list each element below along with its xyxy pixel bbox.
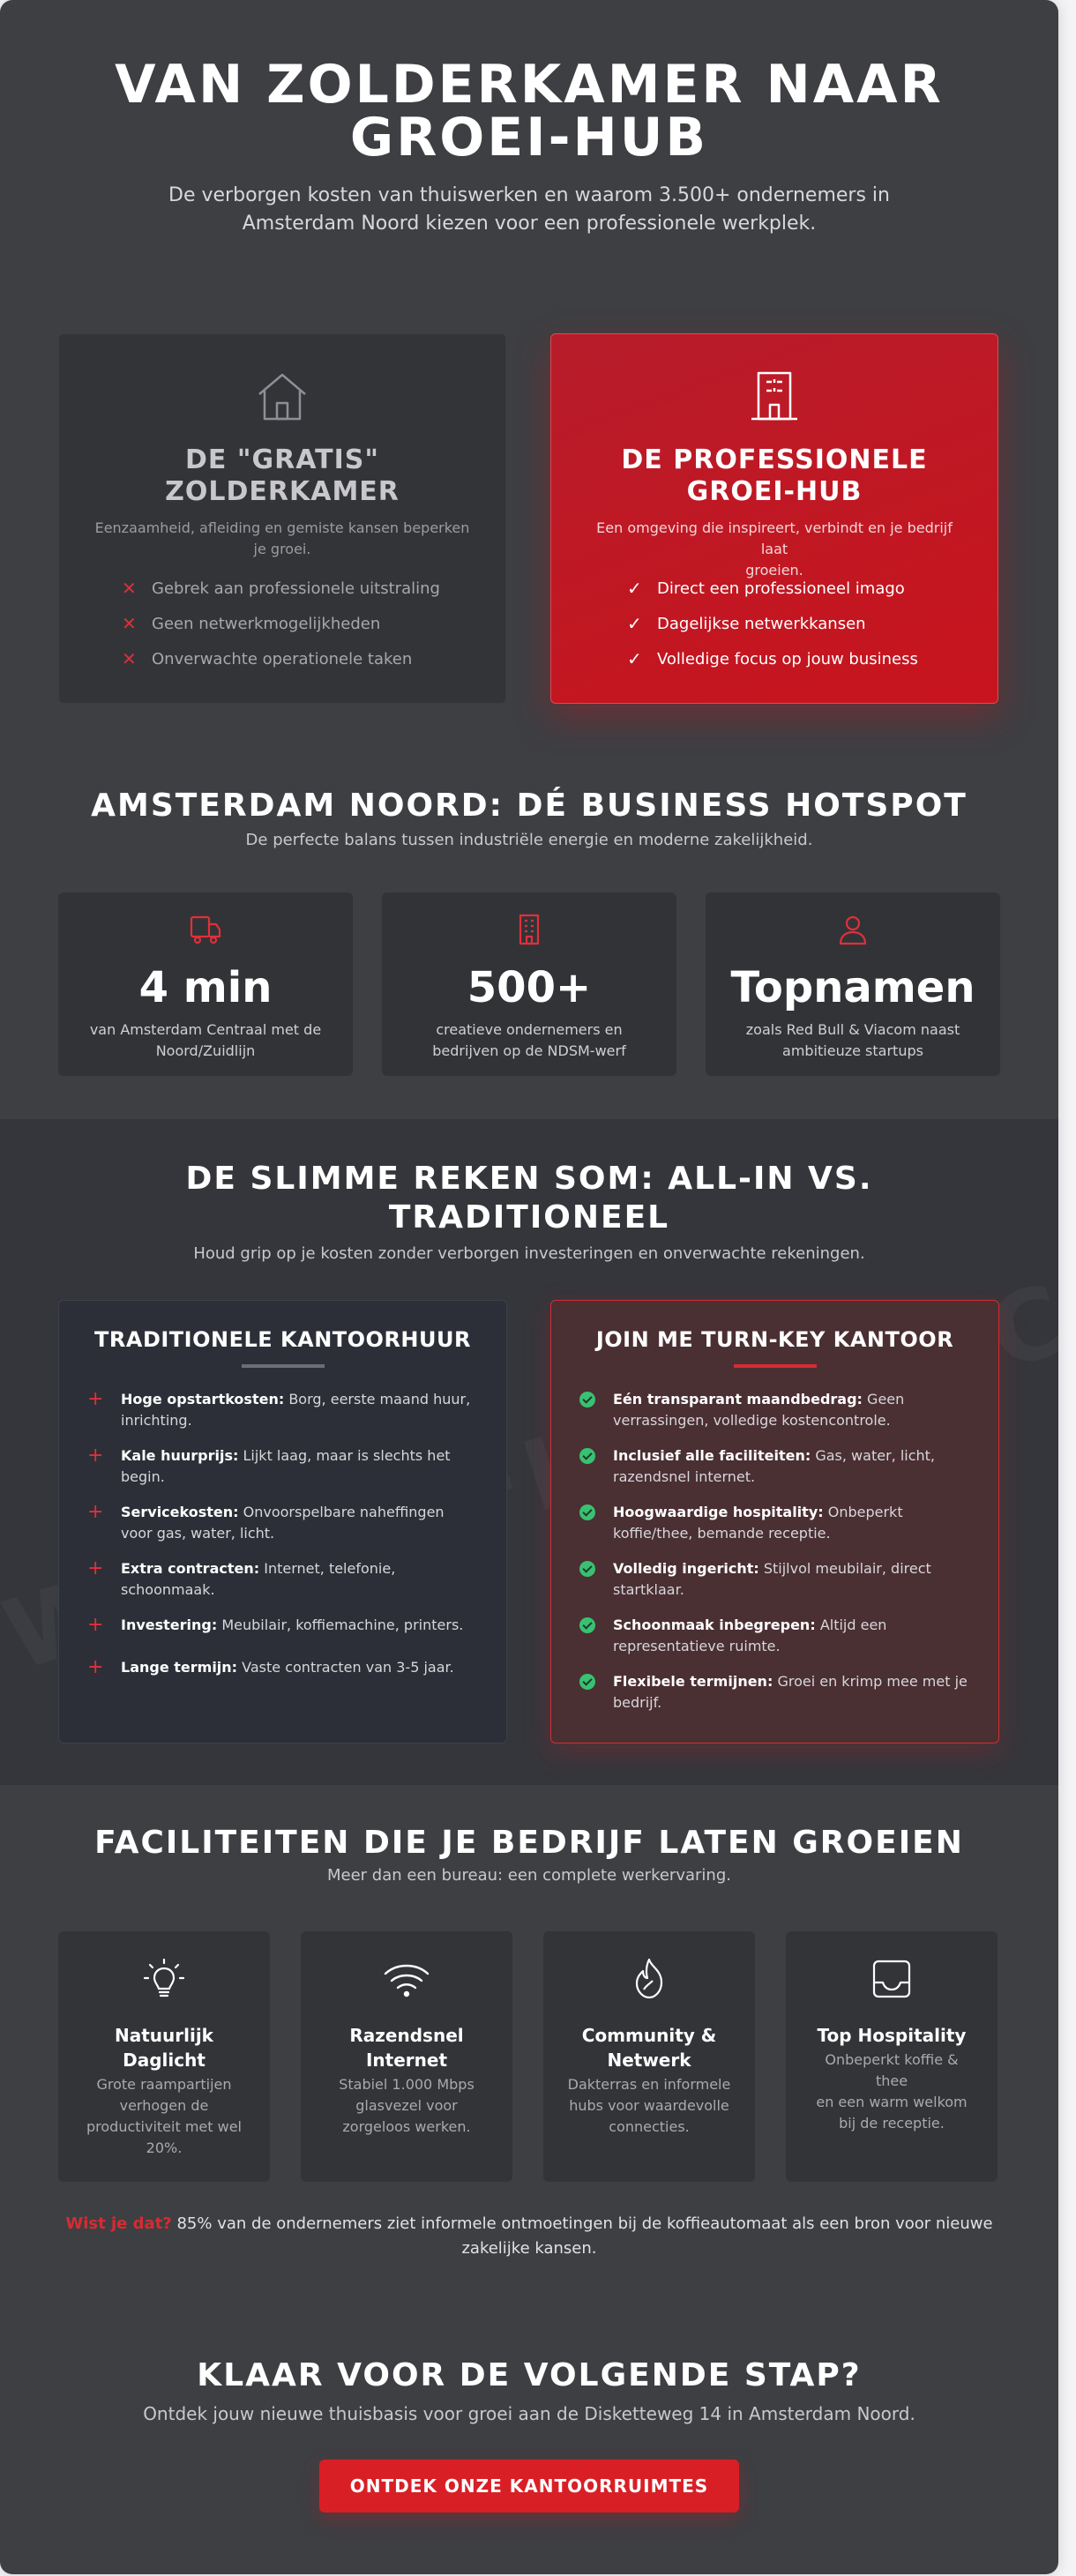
attic-desc-line: je groei. [253,541,311,557]
list-item [87,1502,480,1558]
check-circle-icon [579,1502,613,1558]
cost-title [0,1160,1058,1237]
plus-icon: + [87,1614,104,1636]
cross-icon: ✕ [122,648,137,669]
facility-desc-line: Grote raampartijen [96,2076,232,2093]
facility-card [543,1931,755,2182]
list-item [579,1445,972,1502]
list-item-text: Onverwachte operationele taken [152,649,413,668]
item-text: Internet, telefonie, [264,1560,396,1577]
stat-desc-line: Noord/Zuidlijn [155,1042,256,1059]
stat-desc-line: van Amsterdam Centraal met de [89,1021,322,1038]
attic-title-line: ZOLDERKAMER [165,476,400,507]
truck-icon [188,912,223,951]
list-item [551,606,998,641]
list-item [551,641,998,676]
hub-card [550,333,998,704]
list-item-text: Volledige focus op jouw business [657,649,918,668]
wifi-icon [382,1956,431,2005]
item-label: Investering: [121,1617,218,1633]
hub-title-line: DE PROFESSIONELE [621,444,928,475]
plus-icon: + [87,1501,104,1523]
check-circle-icon [579,1389,613,1445]
lightbulb-icon [141,1956,187,2005]
stat-value: Topnamen [730,963,975,1012]
cta-title: KLAAR VOOR DE VOLGENDE STAP? [197,2357,862,2393]
item-text: Lijkt laag, maar is slechts het [243,1447,451,1464]
list-item [87,1445,480,1502]
item-label: Volledig ingericht: [613,1560,759,1577]
list-item-text: Dagelijkse netwerkkansen [657,614,866,633]
hero-title-line: GROEI-HUB [349,107,709,168]
inbox-icon [869,1956,915,2005]
attic-desc-line: Eenzaamheid, afleiding en gemiste kansen beperken [94,519,470,536]
item-text: begin. [121,1468,165,1485]
list-item-text: Geen netwerkmogelijkheden [152,614,381,633]
hub-desc-line: groeien. [745,562,803,579]
item-label: Extra contracten: [121,1560,260,1577]
house-icon [254,368,310,428]
hub-title-line: GROEI-HUB [686,476,863,507]
attic-title [77,444,488,508]
list-item [579,1615,972,1671]
facilities-title: FACILITEITEN DIE JE BEDRIJF LATEN GROEIEN [94,1825,964,1861]
cost-title-line: TRADITIONEEL [388,1199,670,1236]
facility-desc-line: Stabiel 1.000 Mbps [339,2076,474,2093]
stat-card [58,892,353,1076]
list-item [59,606,505,641]
item-text: schoonmaak. [121,1581,215,1598]
plus-icon: + [87,1388,104,1410]
check-icon: ✓ [627,613,642,634]
hero-subtitle [0,182,1058,238]
facility-title-line: Netwerk [607,2050,691,2071]
hotspot-section [0,787,1058,852]
item-text: Stijlvol meubilair, direct [763,1560,931,1577]
turnkey-list [579,1389,972,1728]
facility-title-line: Razendsnel [349,2025,464,2046]
traditional-list [87,1389,480,1714]
item-label: Servicekosten: [121,1504,239,1520]
item-text: koffie/thee, bemande receptie. [613,1525,831,1542]
stat-desc-line: zoals Red Bull & Viacom naast [745,1021,960,1038]
facility-desc [566,2074,732,2138]
check-circle-icon [579,1445,613,1502]
attic-list [59,571,505,676]
check-circle-icon [579,1671,613,1728]
list-item-text: Direct een professioneel imago [657,579,905,598]
stat-value: 500+ [467,963,592,1012]
facilities-subtitle: Meer dan een bureau: een complete werkervaring. [327,1866,731,1885]
item-label: Eén transparant maandbedrag: [613,1391,863,1407]
facility-desc [809,2050,975,2134]
facility-title-line: Community & [581,2025,717,2046]
item-text: Borg, eerste maand huur, [288,1391,471,1407]
cost-comparison-section [0,1119,1058,1785]
attic-desc [94,518,470,560]
facility-desc-line: verhogen de [119,2097,209,2114]
stat-desc-line: bedrijven op de NDSM-werf [432,1042,626,1059]
fact-text: 85% van de ondernemers ziet informele ontmoetingen bij de koffieautomaat als een bron voor nieuwe [171,2214,993,2233]
item-text: inrichting. [121,1412,192,1429]
facility-desc-line: Onbeperkt koffie & thee [825,2051,959,2089]
check-icon: ✓ [627,578,642,599]
attic-card [58,333,506,704]
plus-icon: + [87,1656,104,1678]
fact-text: zakelijke kansen. [461,2239,597,2258]
traditional-title: TRADITIONELE KANTOORHUUR [94,1327,471,1352]
item-text: Groei en krimp mee met je [777,1673,968,1690]
facility-desc [81,2074,247,2159]
divider [242,1364,325,1368]
hub-list [551,571,998,676]
hero-subtitle-line: Amsterdam Noord kiezen voor een professionele werkplek. [242,213,817,235]
hotspot-title: AMSTERDAM NOORD: DÉ BUSINESS HOTSPOT [91,788,968,824]
item-text: Onvoorspelbare naheffingen [243,1504,445,1520]
facility-title-line: Daglicht [123,2050,205,2071]
list-item [87,1657,480,1714]
stat-desc-line: creatieve ondernemers en [436,1021,623,1038]
facility-title [795,2023,989,2048]
fact-note [53,2212,1005,2261]
facility-desc [324,2074,489,2138]
user-icon [835,912,871,951]
facility-desc-line: 20%. [146,2139,183,2156]
item-text: Meubilair, koffiemachine, printers. [221,1617,464,1633]
list-item [87,1558,480,1615]
item-label: Schoonmaak inbegrepen: [613,1617,816,1633]
item-label: Flexibele termijnen: [613,1673,773,1690]
check-circle-icon [579,1558,613,1615]
explore-offices-button[interactable]: ONTDEK ONZE KANTOORRUIMTES [319,2460,739,2513]
item-text: startklaar. [613,1581,684,1598]
stat-desc [732,1019,974,1062]
stat-card [382,892,676,1076]
item-label: Hoge opstartkosten: [121,1391,285,1407]
item-label: Lange termijn: [121,1659,238,1676]
cost-header [0,1160,1058,1266]
facility-desc-line: hubs voor waardevolle [569,2097,729,2114]
list-item-text: Gebrek aan professionele uitstraling [152,579,440,598]
plus-icon: + [87,1557,104,1579]
list-item [59,641,505,676]
facility-title [552,2023,746,2072]
facility-desc-line: zorgeloos werken. [342,2118,471,2135]
facility-title [310,2023,504,2072]
hotspot-subtitle: De perfecte balans tussen industriële energie en moderne zakelijkheid. [245,831,813,849]
item-text: Onbeperkt [827,1504,903,1520]
item-label: Inclusief alle faciliteiten: [613,1447,811,1464]
hero-section [0,54,1058,238]
item-text: voor gas, water, licht. [121,1525,275,1542]
hero-title-line: VAN ZOLDERKAMER NAAR [115,54,944,116]
divider [734,1364,817,1368]
item-label: Hoogwaardige hospitality: [613,1504,824,1520]
facility-title [67,2023,261,2072]
check-circle-icon [579,1615,613,1671]
attic-title-line: DE "GRATIS" [185,444,379,475]
turnkey-title: JOIN ME TURN-KEY KANTOOR [595,1327,954,1352]
facility-title-line: Internet [365,2050,448,2071]
cost-title-line: DE SLIMME REKEN SOM: ALL-IN VS. [185,1161,873,1197]
item-text: bedrijf. [613,1694,662,1711]
stat-desc [408,1019,650,1062]
list-item [579,1671,972,1728]
facility-desc-line: bij de receptie. [839,2115,945,2132]
stat-value: 4 min [138,963,273,1012]
facility-desc-line: en een warm welkom [816,2094,968,2110]
list-item [579,1502,972,1558]
facilities-section [0,1824,1058,1887]
list-item [551,571,998,606]
item-text: representatieve ruimte. [613,1638,781,1654]
list-item [579,1389,972,1445]
facility-card [786,1931,998,2182]
flame-icon [626,1956,672,2005]
list-item [87,1389,480,1445]
facility-title-line: Top Hospitality [817,2025,967,2046]
turnkey-box [550,1300,999,1743]
traditional-box [58,1300,507,1743]
cta-section [0,2356,1058,2425]
building-icon [512,912,547,951]
list-item [579,1558,972,1615]
facility-desc-line: glasvezel voor [355,2097,458,2114]
list-item [59,571,505,606]
facility-desc-line: connecties. [609,2118,690,2135]
office-building-icon [746,368,803,428]
item-text: verrassingen, volledige kostencontrole. [613,1412,891,1429]
cta-subtitle: Ontdek jouw nieuwe thuisbasis voor groei aan de Disketteweg 14 in Amsterdam Noord. [143,2403,915,2424]
facility-desc-line: Dakterras en informele [567,2076,731,2093]
item-text: Gas, water, licht, [815,1447,935,1464]
item-label: Kale huurprijs: [121,1447,239,1464]
facility-card [301,1931,512,2182]
check-icon: ✓ [627,648,642,669]
cross-icon: ✕ [122,613,137,634]
stat-desc [85,1019,326,1062]
facility-card [58,1931,270,2182]
hub-title [569,444,980,508]
list-item [87,1615,480,1657]
item-text: razendsnel internet. [613,1468,756,1485]
stat-card [706,892,1000,1076]
item-text: Altijd een [819,1617,887,1633]
hub-desc-line: Een omgeving die inspireert, verbindt en je bedrijf laat [596,519,953,557]
cross-icon: ✕ [122,578,137,599]
item-text: Geen [867,1391,905,1407]
plus-icon: + [87,1445,104,1467]
hero-subtitle-line: De verborgen kosten van thuiswerken en waarom 3.500+ ondernemers in [168,184,890,206]
facility-desc-line: productiviteit met wel [86,2118,242,2135]
item-text: Vaste contracten van 3-5 jaar. [242,1659,454,1676]
stat-desc-line: ambitieuze startups [782,1042,923,1059]
cost-subtitle: Houd grip op je kosten zonder verborgen investeringen en onverwachte rekeningen. [193,1244,865,1263]
hero-title [0,54,1058,168]
fact-label: Wist je dat? [65,2214,172,2233]
facility-title-line: Natuurlijk [114,2025,213,2046]
